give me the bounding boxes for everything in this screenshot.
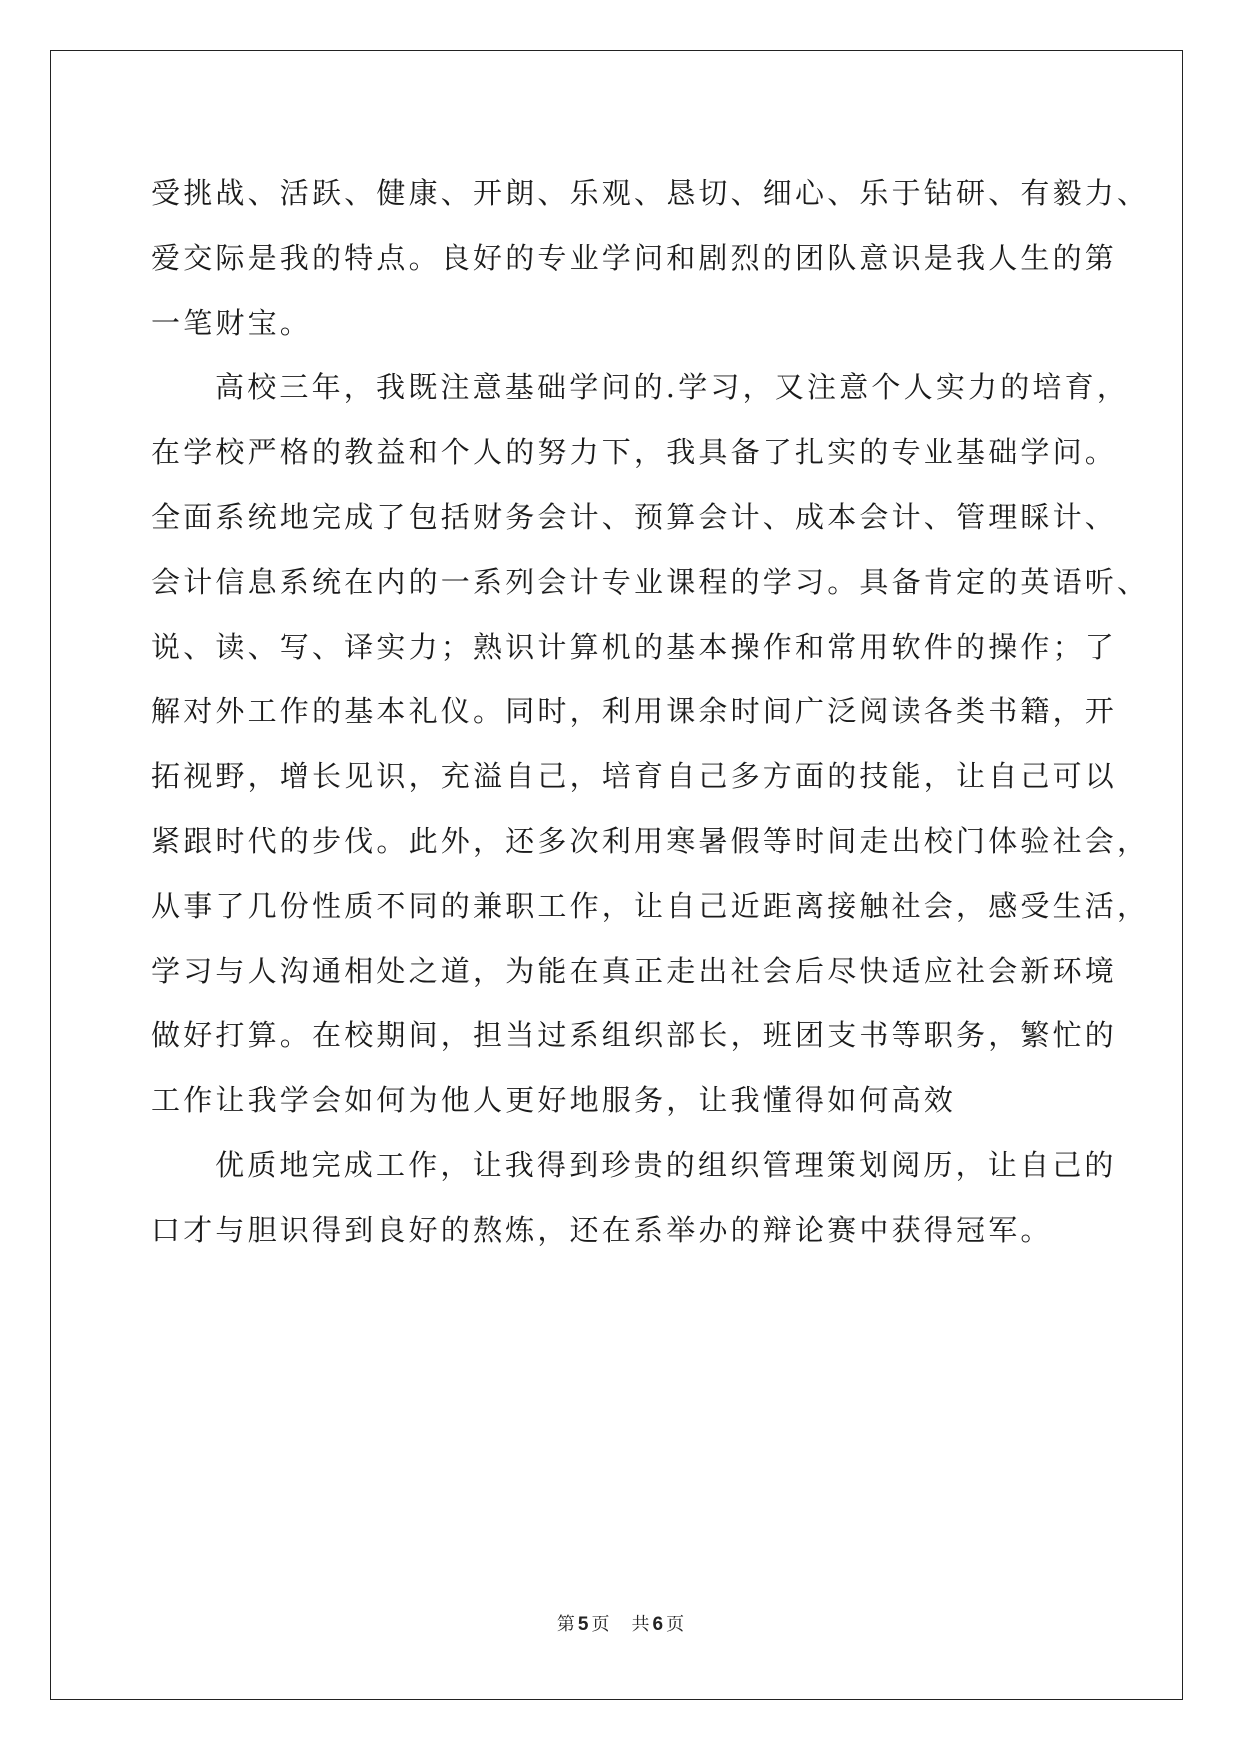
current-page-number: 5 [577,1614,589,1635]
text-line: 说、读、写、译实力；熟识计算机的基本操作和常用软件的操作；了 [151,629,1118,664]
footer-page-word: 页 [591,1614,610,1635]
text-line: 工作让我学会如何为他人更好地服务，让我懂得如何高效 [151,1083,957,1118]
text-line: 口才与胆识得到良好的熬炼，还在系举办的辩论赛中获得冠军。 [151,1212,1053,1247]
text-line: 学习与人沟通相处之道，为能在真正走出社会后尽快适应社会新环境 [151,953,1118,988]
text-line: 紧跟时代的步伐。此外，还多次利用寒暑假等时间走出校门体验社会， [151,823,1150,858]
text-line: 从事了几份性质不同的兼职工作，让自己近距离接触社会，感受生活， [151,888,1150,923]
text-line: 受挑战、活跃、健康、开朗、乐观、恳切、细心、乐于钻研、有毅力、 [151,176,1150,210]
text-line: 一笔财宝。 [151,305,313,340]
text-line: 在学校严格的教益和个人的努力下，我具备了扎实的专业基础学问。 [151,435,1118,470]
text-line: 优质地完成工作，让我得到珍贵的组织管理策划阅历，让自己的 [215,1147,1117,1182]
footer-prefix: 第 [556,1614,575,1635]
footer-total-prefix: 共 [631,1614,650,1635]
text-line: 拓视野，增长见识，充溢自己，培育自己多方面的技能，让自己可以 [151,759,1118,794]
text-line: 解对外工作的基本礼仪。同时，利用课余时间广泛阅读各类书籍，开 [151,694,1118,729]
text-line: 爱交际是我的特点。良好的专业学问和剧烈的团队意识是我人生的第 [151,240,1118,275]
text-line: 做好打算。在校期间，担当过系组织部长，班团支书等职务，繁忙的 [151,1018,1118,1053]
text-line: 全面系统地完成了包括财务会计、预算会计、成本会计、管理睬计、 [151,499,1118,534]
total-page-number: 6 [652,1614,664,1635]
footer-total-suffix: 页 [666,1614,685,1635]
document-body [151,161,1150,1263]
text-line: 高校三年，我既注意基础学问的.学习，又注意个人实力的培育， [215,370,1130,405]
page-footer [0,1614,1241,1636]
text-line: 会计信息系统在内的一系列会计专业课程的学习。具备肯定的英语听、 [151,564,1150,599]
